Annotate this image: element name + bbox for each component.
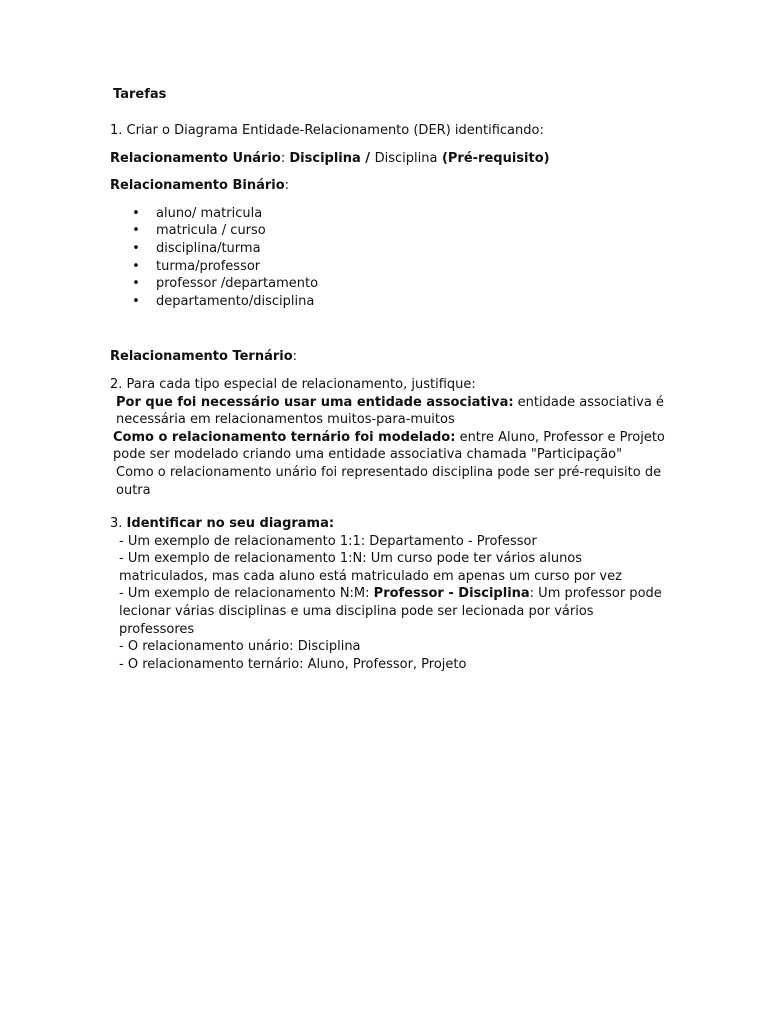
associative-entity-question: Por que foi necessário usar uma entidade associativa: [116,394,514,410]
unary-justification: Como o relacionamento unário foi representado disciplina pode ser pré-requisito de outra [116,464,662,498]
bullet-icon: • [132,258,140,274]
binary-relationship-line [110,177,670,195]
bullet-icon: • [132,276,140,292]
list-item [110,222,670,240]
document-title: Tarefas [113,87,167,102]
example-n-m [110,585,670,638]
ternary-label: Relacionamento Ternário [110,349,293,365]
ternary-example: - O relacionamento ternário: Aluno, Professor, Projeto [119,656,467,672]
list-item [110,275,670,293]
unary-suffix: (Pré-requisito) [437,150,550,166]
binary-list [110,205,670,311]
list-item-text: disciplina/turma [156,240,261,256]
binary-colon: : [284,178,290,194]
example-n-m-prefix: - Um exemplo de relacionamento N:M: [119,586,374,602]
ternary-colon: : [292,349,298,365]
unary-example: - O relacionamento unário: Disciplina [119,639,361,655]
task-2-intro: 2. Para cada tipo especial de relacionamento, justifique: [110,376,476,392]
associative-entity-answer: entidade associativa é necessária em relacionamentos muitos-para-muitos [116,394,664,428]
ternary-justification [110,429,670,464]
unary-slash: / [360,150,375,166]
unary-relationship-line [110,150,670,168]
list-item-text: turma/professor [156,258,261,274]
task-3-prefix: 3. [110,516,127,532]
associative-entity-justification [110,394,670,429]
ternary-relationship-line [110,348,670,366]
task-1-line: 1. Criar o Diagrama Entidade-Relacionamento (DER) identificando: [110,123,544,138]
unary-right: Disciplina [374,150,438,166]
list-item-text: professor /departamento [156,276,319,292]
example-n-m-entities: Professor - Disciplina [373,586,530,602]
bullet-icon: • [132,223,140,239]
bullet-icon: • [132,240,140,256]
unary-left: Disciplina [289,150,361,166]
list-item-text: matricula / curso [156,223,266,239]
list-item-text: departamento/disciplina [156,293,315,309]
ternary-answer: entre Aluno, Professor e Projeto pode ser modelado criando uma entidade associativa chamada "Participação" [113,429,665,463]
example-n-m-text: : Um professor pode lecionar várias disciplinas e uma disciplina pode ser lecionada por vários professores [119,586,662,637]
list-item-text: aluno/ matricula [156,205,263,221]
document-body [110,86,670,673]
task-3-label: Identificar no seu diagrama: [126,516,335,532]
task-3-heading [110,515,670,533]
bullet-icon: • [132,205,140,221]
example-1-1: - Um exemplo de relacionamento 1:1: Departamento - Professor [119,533,537,549]
bullet-icon: • [132,293,140,309]
ternary-question: Como o relacionamento ternário foi modelado: [113,429,456,445]
list-item [110,205,670,223]
example-1-n: - Um exemplo de relacionamento 1:N: Um curso pode ter vários alunos matriculados, mas cada aluno está matriculado em apenas um curso por vez [119,551,622,584]
list-item [110,293,670,311]
unary-label: Relacionamento Unário [110,150,281,166]
list-item [110,240,670,258]
list-item [110,258,670,276]
binary-label: Relacionamento Binário [110,178,285,194]
unary-colon: : [280,150,290,166]
